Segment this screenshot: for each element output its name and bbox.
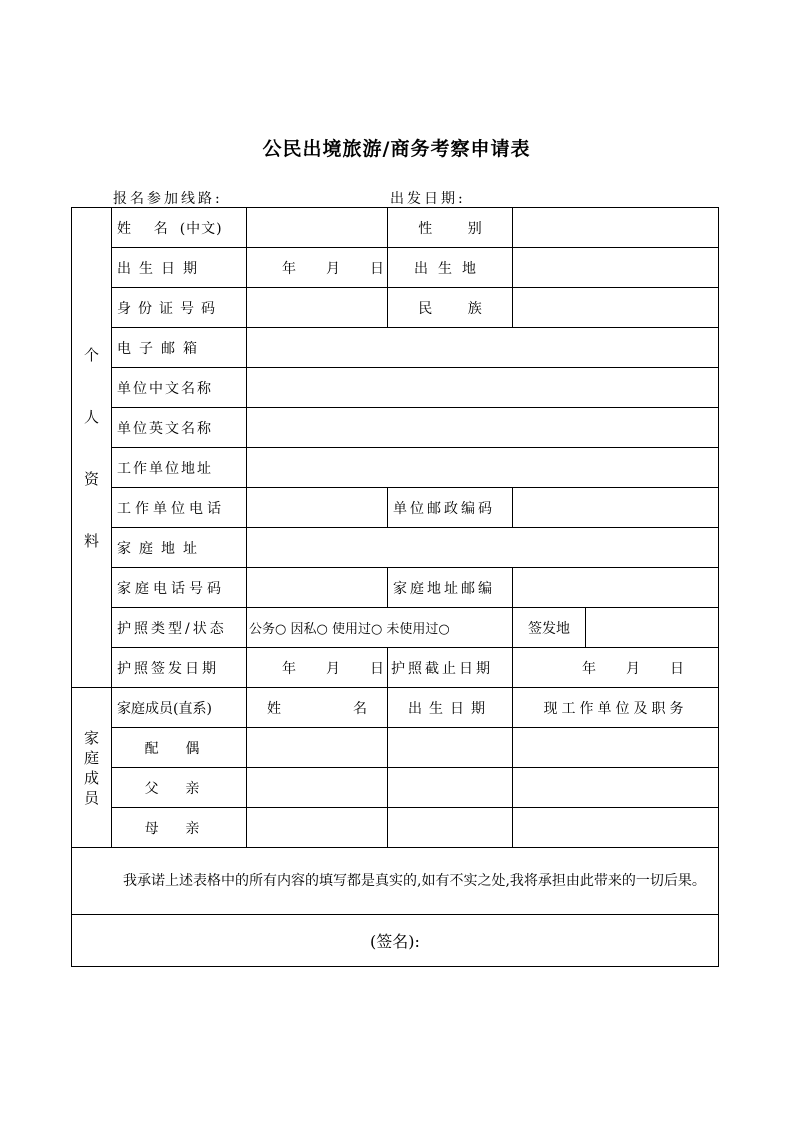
birthplace-field[interactable]	[513, 248, 719, 288]
work-postcode-field[interactable]	[513, 488, 719, 528]
family-member-header: 家庭成员(直系)	[112, 688, 247, 728]
employer-cn-field[interactable]	[247, 368, 719, 408]
father-label: 父 亲	[112, 768, 247, 808]
family-section-label	[72, 688, 112, 848]
family-dob-header: 出生日期	[388, 688, 513, 728]
ethnicity-label: 民 族	[388, 288, 513, 328]
name-field[interactable]	[247, 208, 388, 248]
mother-dob-field[interactable]	[388, 808, 513, 848]
section-char: 家	[83, 728, 99, 747]
family-name-header	[247, 688, 388, 728]
day-label: 日	[370, 660, 384, 677]
section-char: 料	[83, 531, 99, 550]
year-label: 年	[582, 660, 596, 677]
spouse-dob-field[interactable]	[388, 728, 513, 768]
passport-type-label: 护照类型/状态	[112, 608, 247, 648]
signature-field[interactable]: (签名):	[72, 915, 719, 967]
home-postcode-label: 家庭地址邮编	[388, 568, 513, 608]
mother-label: 母 亲	[112, 808, 247, 848]
section-char: 资	[83, 469, 99, 488]
route-label: 报名参加线路:	[113, 191, 223, 207]
section-char: 人	[83, 407, 99, 426]
name-label: 姓 名 (中文)	[112, 208, 247, 248]
section-char: 员	[83, 788, 99, 807]
home-address-field[interactable]	[247, 528, 719, 568]
work-phone-field[interactable]	[247, 488, 388, 528]
home-phone-label: 家庭电话号码	[112, 568, 247, 608]
day-label: 日	[670, 660, 684, 677]
passport-issue-label: 护照签发日期	[112, 648, 247, 688]
departure-date-label: 出发日期:	[390, 191, 466, 207]
employer-cn-label: 单位中文名称	[112, 368, 247, 408]
passport-expiry-field[interactable]	[513, 648, 719, 688]
spouse-name-field[interactable]	[247, 728, 388, 768]
personal-section-label	[72, 208, 112, 688]
year-label: 年	[282, 260, 296, 277]
email-field[interactable]	[247, 328, 719, 368]
section-char: 成	[83, 768, 99, 787]
work-postcode-label: 单位邮政编码	[388, 488, 513, 528]
passport-type-options[interactable]: 公务○ 因私○ 使用过○ 未使用过○	[247, 608, 513, 648]
issue-place-label: 签发地	[513, 608, 586, 648]
month-label: 月	[626, 660, 640, 677]
pledge-text: 我承诺上述表格中的所有内容的填写都是真实的,如有不实之处,我将承担由此带来的一切后果。	[72, 848, 719, 915]
section-char: 个	[83, 345, 99, 364]
passport-issue-field[interactable]	[247, 648, 388, 688]
id-number-field[interactable]	[247, 288, 388, 328]
spouse-label: 配 偶	[112, 728, 247, 768]
passport-expiry-label: 护照截止日期	[388, 648, 513, 688]
father-name-field[interactable]	[247, 768, 388, 808]
dob-field[interactable]	[247, 248, 388, 288]
section-char: 庭	[83, 748, 99, 767]
father-job-field[interactable]	[513, 768, 719, 808]
home-address-label: 家庭地址	[112, 528, 247, 568]
family-job-header: 现工作单位及职务	[513, 688, 719, 728]
work-address-label: 工作单位地址	[112, 448, 247, 488]
id-number-label: 身份证号码	[112, 288, 247, 328]
gender-label: 性 别	[388, 208, 513, 248]
birthplace-label: 出生地	[388, 248, 513, 288]
day-label: 日	[370, 260, 384, 277]
home-phone-field[interactable]	[247, 568, 388, 608]
year-label: 年	[282, 660, 296, 677]
work-address-field[interactable]	[247, 448, 719, 488]
employer-en-field[interactable]	[247, 408, 719, 448]
name-header-char: 姓	[267, 700, 281, 717]
work-phone-label: 工作单位电话	[112, 488, 247, 528]
form-title: 公民出境旅游/商务考察申请表	[262, 138, 531, 160]
mother-name-field[interactable]	[247, 808, 388, 848]
dob-label: 出生日期	[112, 248, 247, 288]
spouse-job-field[interactable]	[513, 728, 719, 768]
month-label: 月	[326, 260, 340, 277]
issue-place-field[interactable]	[586, 608, 719, 648]
application-form-table	[71, 207, 719, 967]
father-dob-field[interactable]	[388, 768, 513, 808]
gender-field[interactable]	[513, 208, 719, 248]
ethnicity-field[interactable]	[513, 288, 719, 328]
home-postcode-field[interactable]	[513, 568, 719, 608]
employer-en-label: 单位英文名称	[112, 408, 247, 448]
mother-job-field[interactable]	[513, 808, 719, 848]
email-label: 电子邮箱	[112, 328, 247, 368]
month-label: 月	[326, 660, 340, 677]
name-header-char: 名	[353, 700, 367, 717]
